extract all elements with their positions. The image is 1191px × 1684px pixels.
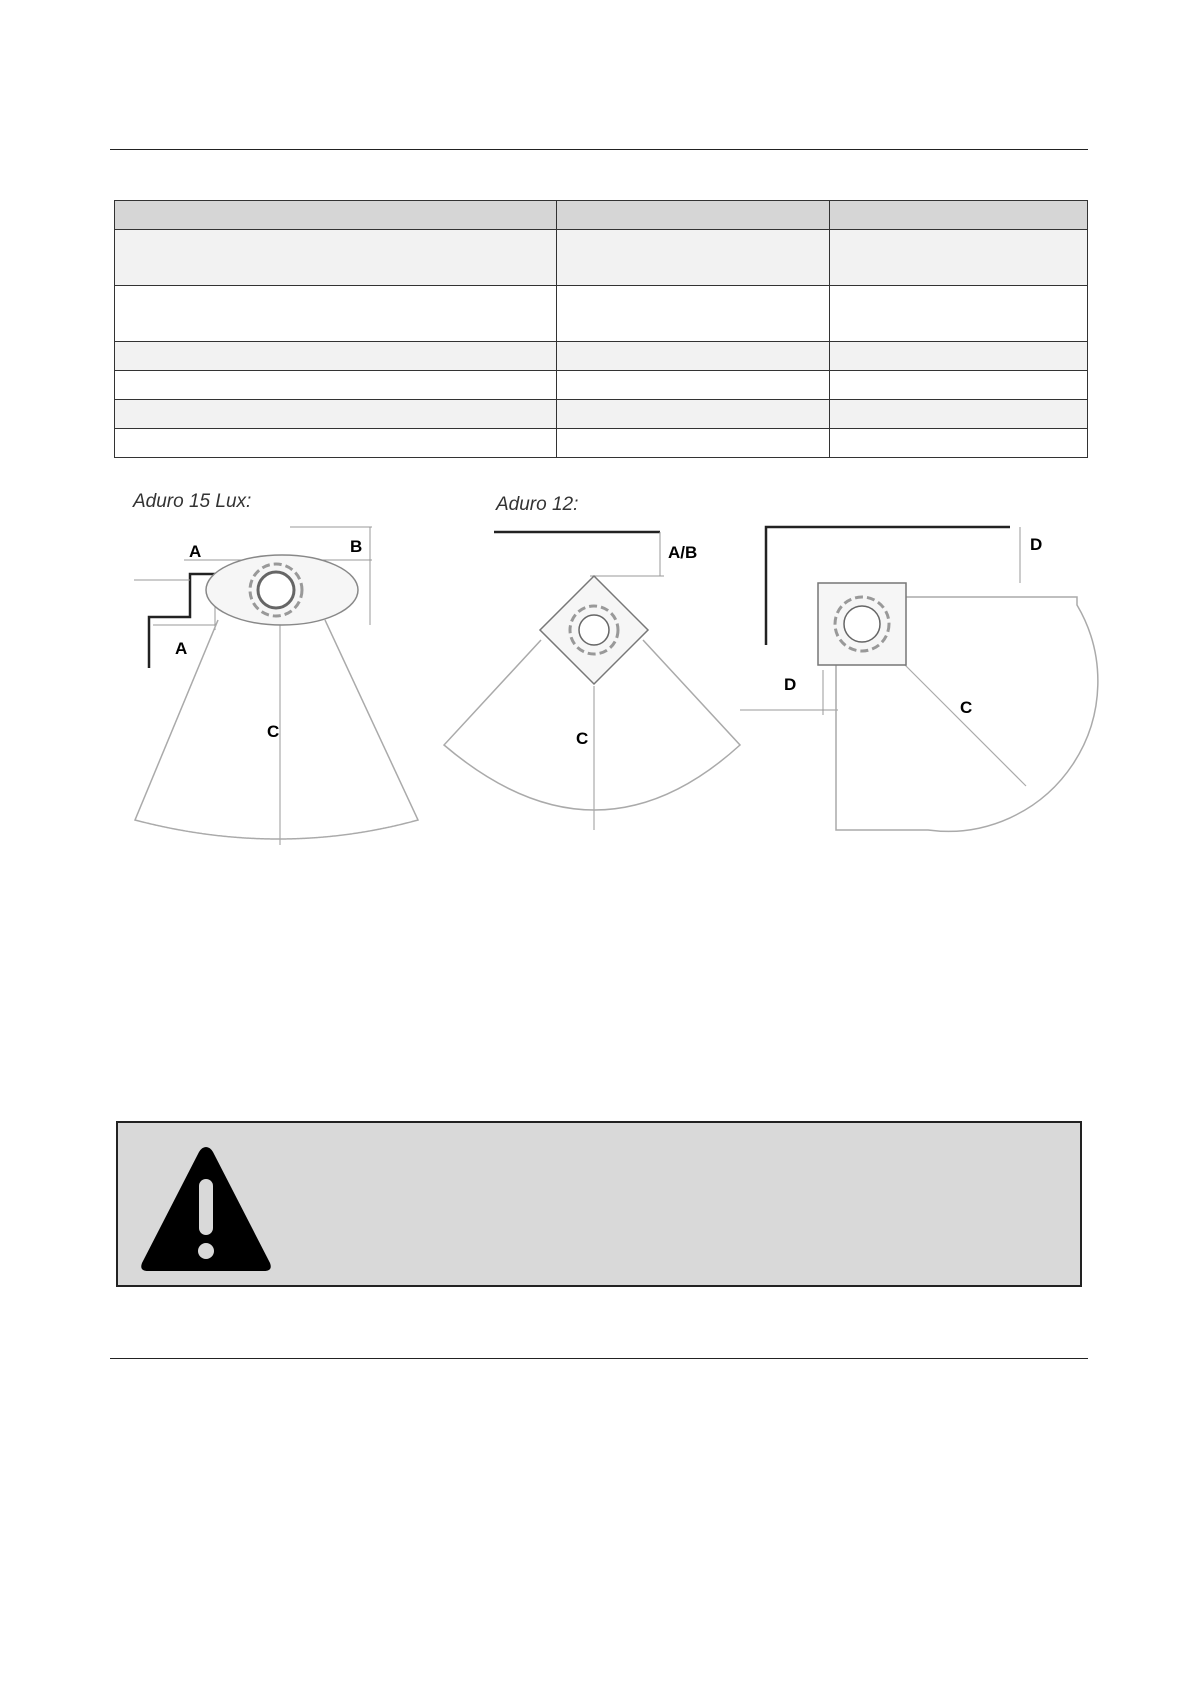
table-cell [830, 230, 1088, 286]
table-cell [557, 371, 830, 400]
corner-label-c: C [960, 698, 973, 717]
corner-label-d-top: D [1030, 535, 1043, 554]
table-cell [557, 400, 830, 429]
table-cell [115, 230, 557, 286]
corner-c-dim [905, 665, 1026, 786]
table-row [115, 230, 1088, 286]
table-cell [115, 400, 557, 429]
corner-diagram [740, 527, 1098, 831]
table-header-row [115, 201, 1088, 230]
lux-caption: Aduro 15 Lux: [133, 491, 252, 512]
footer-rule [110, 1358, 1088, 1359]
table-header-cell [557, 201, 830, 230]
table-cell [557, 342, 830, 371]
lux-label-c: C [267, 722, 280, 741]
twelve-flue-collar [579, 615, 609, 645]
table-cell [557, 429, 830, 458]
table-cell [115, 286, 557, 342]
table-row [115, 429, 1088, 458]
table-cell [557, 286, 830, 342]
table-cell [557, 230, 830, 286]
table-cell [830, 400, 1088, 429]
table-cell [115, 429, 557, 458]
table-row [115, 400, 1088, 429]
table-row [115, 342, 1088, 371]
corner-flue-collar [844, 606, 880, 642]
table-row [115, 286, 1088, 342]
table-cell [115, 342, 557, 371]
table-cell [830, 342, 1088, 371]
corner-label-d-left: D [784, 675, 797, 694]
twelve-label-ab: A/B [668, 543, 698, 562]
twelve-caption: Aduro 12: [496, 494, 579, 515]
table-header-cell [115, 201, 557, 230]
table-cell [830, 429, 1088, 458]
lux-label-a-bottom: A [175, 639, 188, 658]
table-row [115, 371, 1088, 400]
lux-label-a-top: A [189, 542, 202, 561]
table-header-cell [830, 201, 1088, 230]
table-cell [830, 286, 1088, 342]
lux-diagram [132, 491, 418, 845]
lux-flue-collar [258, 572, 294, 608]
clearance-diagrams [0, 490, 1191, 870]
warning-box [116, 1121, 1082, 1287]
table-cell [830, 371, 1088, 400]
twelve-diagram [444, 494, 740, 830]
header-rule [110, 149, 1088, 150]
lux-label-b: B [350, 537, 363, 556]
warning-triangle-icon [138, 1141, 274, 1282]
clearance-table [114, 200, 1088, 458]
twelve-label-c: C [576, 729, 589, 748]
table-cell [115, 371, 557, 400]
